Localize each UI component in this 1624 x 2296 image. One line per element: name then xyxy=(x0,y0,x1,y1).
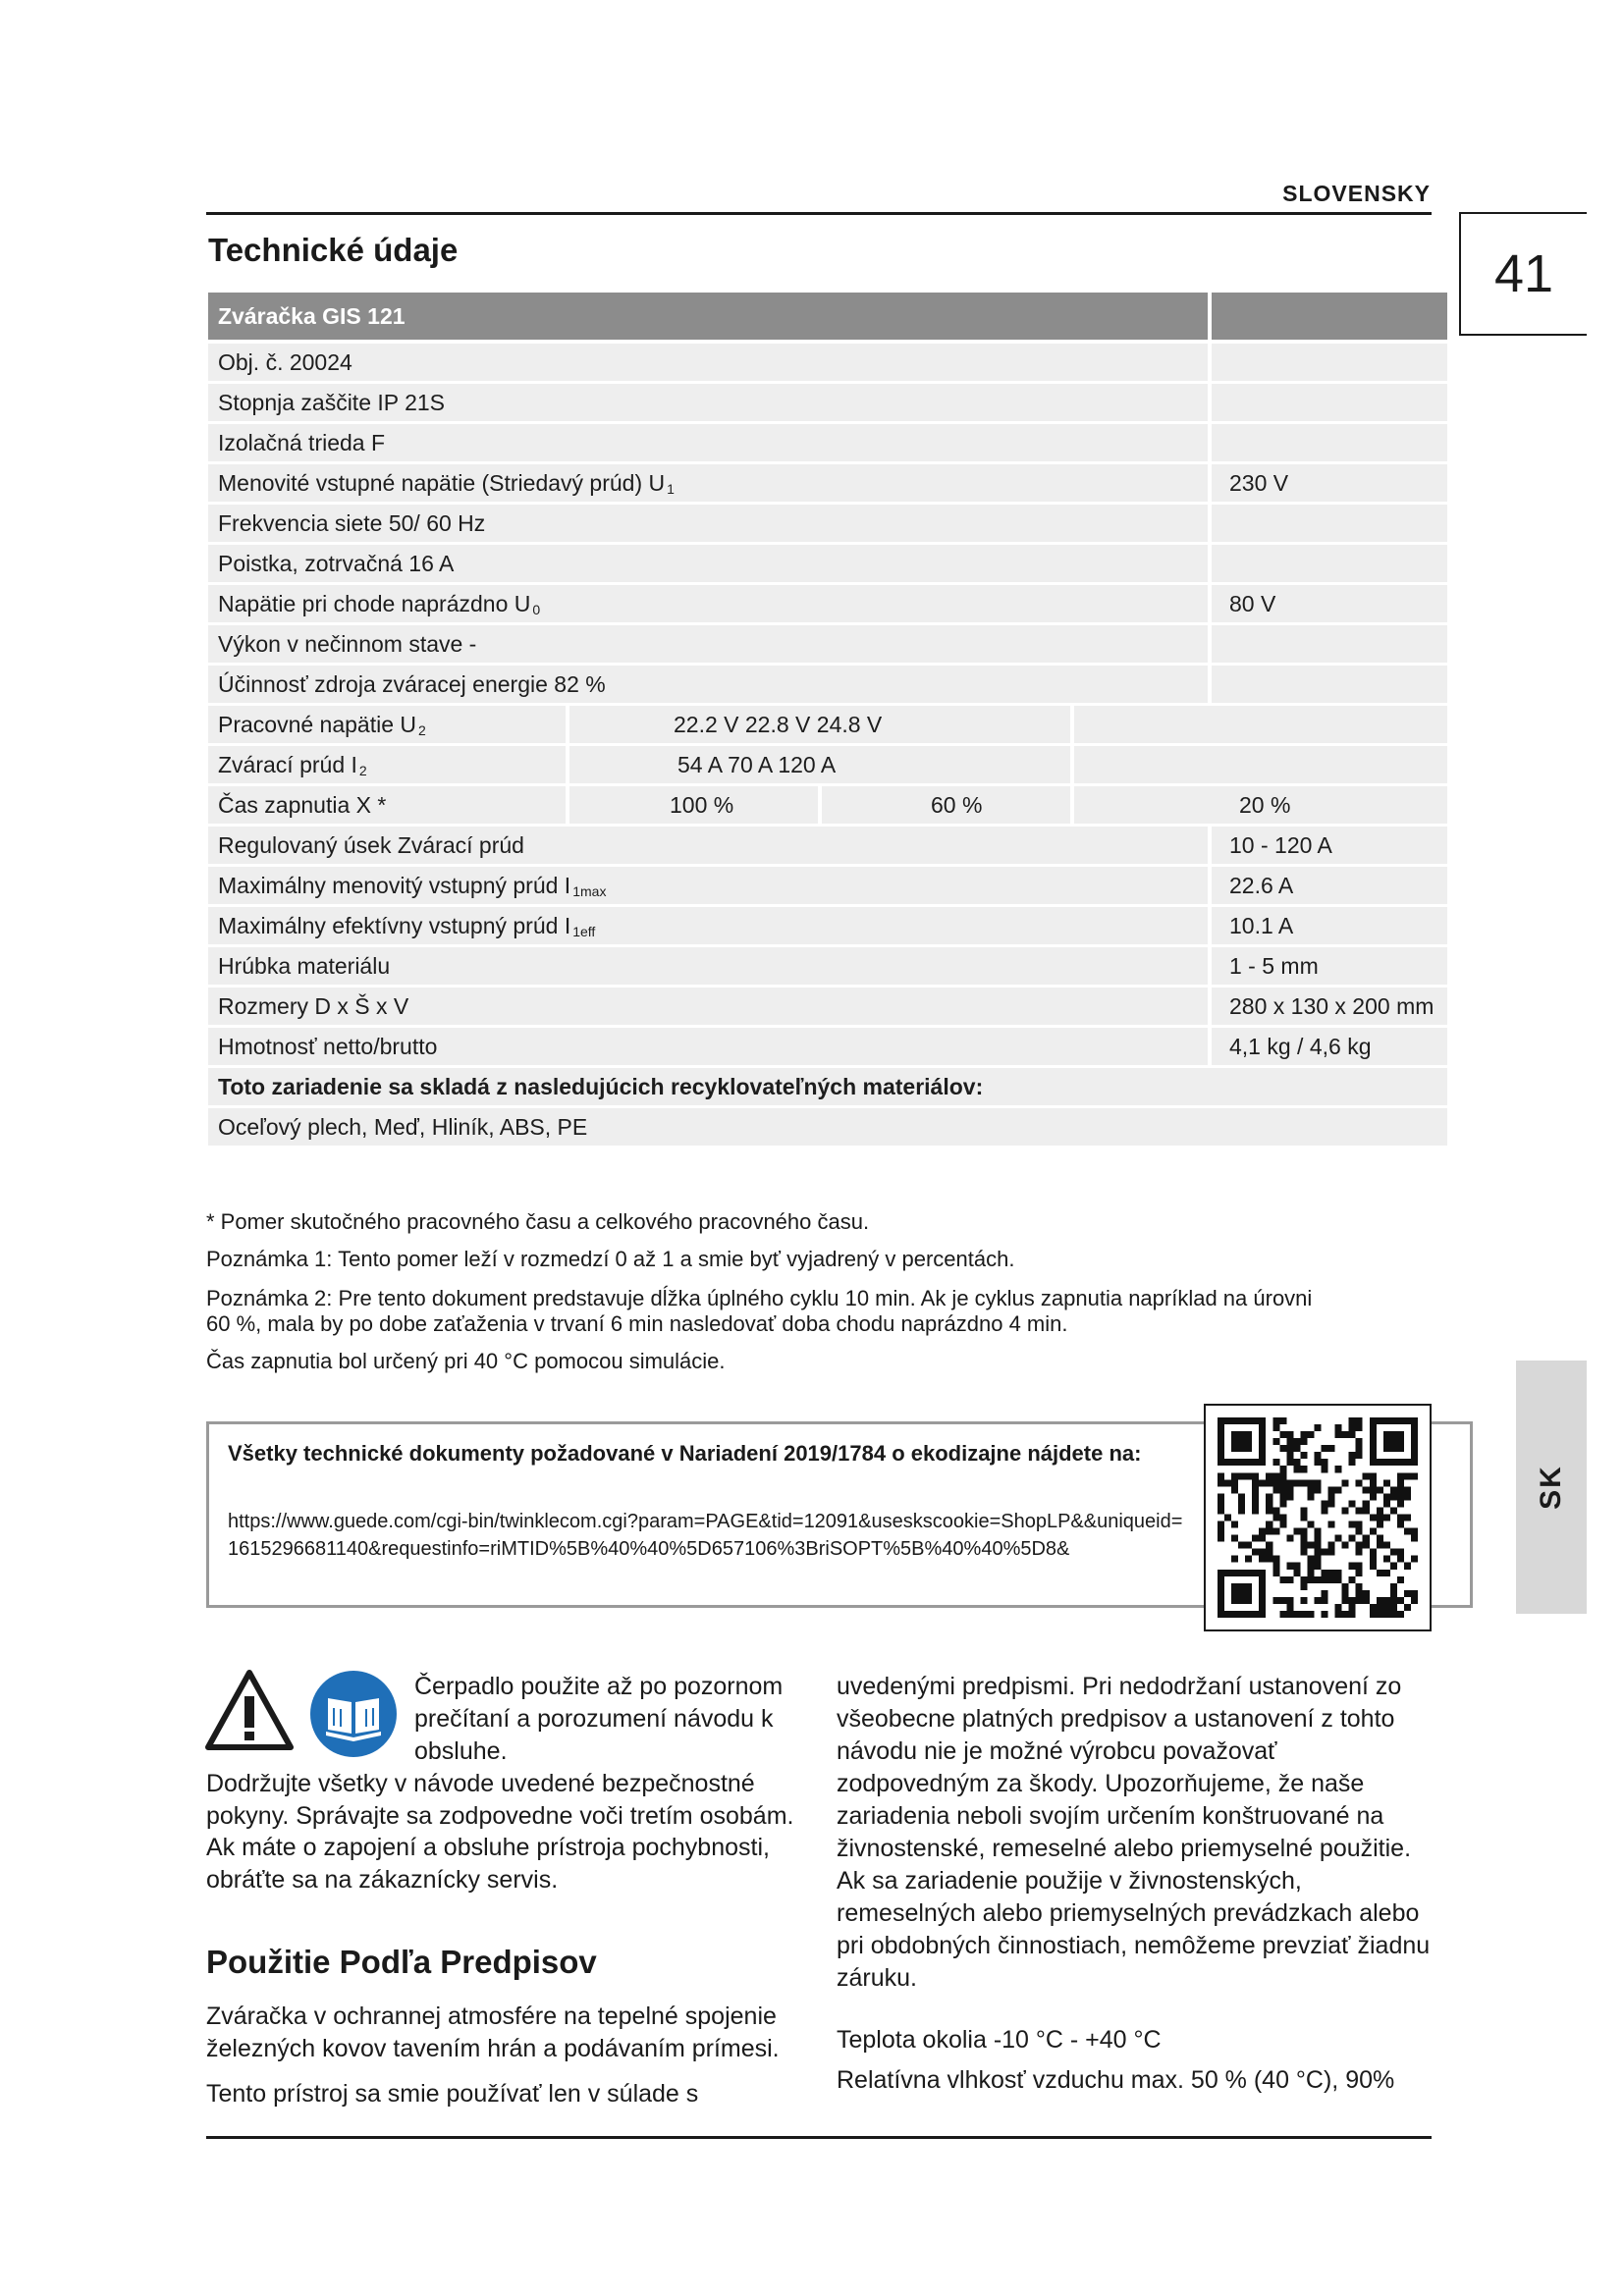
spec-subscript: 2 xyxy=(358,763,367,778)
footer-rule xyxy=(206,2136,1432,2139)
spec-row xyxy=(208,1028,1447,1065)
duty-cycle-60: 60 % xyxy=(931,791,983,818)
safety-text-service: Ak máte o zapojení a obsluhe prístroja pochybnosti, obráťte sa na zákaznícky servis. xyxy=(206,1834,770,1894)
spec-row xyxy=(208,545,1447,582)
spec-subscript: 2 xyxy=(418,722,426,738)
spec-value: 80 V xyxy=(1229,590,1276,616)
spec-subscript: 1max xyxy=(572,883,607,899)
spec-label: Izolačná trieda F xyxy=(218,429,386,455)
usage-title: Použitie Podľa Predpisov xyxy=(206,1944,597,1980)
spec-label: Pracovné napätie U xyxy=(218,711,417,737)
note-asterisk: * Pomer skutočného pracovného času a celkového pracovného času. xyxy=(206,1209,870,1234)
relative-humidity: Relatívna vlhkosť vzduchu max. 50 % (40 °C), 90% xyxy=(837,2066,1395,2094)
spec-row xyxy=(208,505,1447,542)
language-side-tab xyxy=(1516,1361,1587,1614)
spec-row xyxy=(208,947,1447,985)
spec-label: Účinnosť zdroja zváracej energie 82 % xyxy=(218,670,606,697)
usage-paragraph-1: Zváračka v ochrannej atmosfére na tepelné spojenie železných kovov tavením hrán a podávaním prímesi. xyxy=(206,2002,780,2062)
duty-cycle-20: 20 % xyxy=(1239,791,1291,818)
section-title: Technické údaje xyxy=(208,232,459,268)
spec-row xyxy=(208,424,1447,461)
spec-label: Zvárací prúd I xyxy=(218,751,357,777)
spec-label: Výkon v nečinnom stave - xyxy=(218,630,477,657)
spec-row xyxy=(208,384,1447,421)
spec-label: Rozmery D x Š x V xyxy=(218,992,409,1019)
safety-text-intro: Čerpadlo použite až po pozornom prečítaní a porozumení návodu k obsluhe. xyxy=(414,1673,784,1765)
spec-row xyxy=(208,988,1447,1025)
spec-value: 230 V xyxy=(1229,469,1289,496)
spec-label: Čas zapnutia X * xyxy=(218,791,387,818)
spec-label: Obj. č. 20024 xyxy=(218,348,352,375)
recycle-materials: Oceľový plech, Meď, Hliník, ABS, PE xyxy=(218,1113,588,1140)
spec-row-duty-cycle xyxy=(208,786,1447,824)
spec-row-welding-current xyxy=(208,746,1447,783)
spec-label: Maximálny menovitý vstupný prúd I xyxy=(218,872,571,898)
warning-triangle-icon xyxy=(204,1669,295,1756)
note-2-line1: Poznámka 2: Pre tento dokument predstavuje dĺžka úplného cyklu 10 min. Ak je cyklus zapnutia napríklad na úrovni xyxy=(206,1286,1313,1310)
spec-value: 22.6 A xyxy=(1229,872,1294,898)
qr-code[interactable] xyxy=(1204,1404,1432,1631)
ecodesign-heading: Všetky technické dokumenty požadované v Nariadení 2019/1784 o ekodizajne nájdete na: xyxy=(228,1441,1142,1466)
spec-row xyxy=(208,867,1447,904)
spec-table-header xyxy=(208,293,1447,340)
duty-cycle-100: 100 % xyxy=(670,791,734,818)
recycle-heading: Toto zariadenie sa skladá z nasledujúcich recyklovateľných materiálov: xyxy=(218,1073,984,1099)
language-label: SLOVENSKY xyxy=(1282,181,1431,206)
page-number: 41 xyxy=(1459,212,1587,336)
spec-row xyxy=(208,344,1447,381)
spec-subscript: 0 xyxy=(532,602,541,617)
spec-subscript: 1eff xyxy=(572,924,596,939)
spec-label: Frekvencia siete 50/ 60 Hz xyxy=(218,509,486,536)
spec-row-recycle-heading xyxy=(208,1068,1447,1105)
read-manual-icon xyxy=(308,1669,399,1764)
spec-row-recycle-materials xyxy=(208,1108,1447,1146)
side-tab-label: SK xyxy=(1535,1465,1567,1510)
usage-paragraph-right: uvedenými predpismi. Pri nedodržaní ustanovení zo všeobecne platných predpisov a ustanovení z tohto návodu nie je možné výrobcu považovať zodpovedným za škody. Upozorňujeme, že naše zariadenia neboli svojím určením konštruované na živnostenské, remeselné alebo priemyselné použitie. Ak sa zariadenie použije v živnostenských, remeselných alebo priemyselných prevádzkach alebo pri obdobných činnostiach, nemôžeme prevziať žiadnu záruku. xyxy=(837,1673,1431,1992)
spec-label: Hrúbka materiálu xyxy=(218,952,391,979)
spec-label: Napätie pri chode naprázdno U xyxy=(218,590,531,616)
spec-value: 4,1 kg / 4,6 kg xyxy=(1229,1033,1372,1059)
spec-row-working-voltage xyxy=(208,706,1447,743)
spec-row xyxy=(208,827,1447,864)
spec-value: 54 A 70 A 120 A xyxy=(677,751,837,777)
note-1: Poznámka 1: Tento pomer leží v rozmedzí 0 až 1 a smie byť vyjadrený v percentách. xyxy=(206,1247,1015,1271)
spec-row xyxy=(208,625,1447,663)
spec-value: 22.2 V 22.8 V 24.8 V xyxy=(674,711,883,737)
safety-text-instructions: Dodržujte všetky v návode uvedené bezpečnostné pokyny. Správajte sa zodpovedne voči tretím osobám. xyxy=(206,1770,794,1830)
qr-code-graphic xyxy=(1218,1417,1418,1618)
spec-label: Poistka, zotrvačná 16 A xyxy=(218,550,455,576)
spec-row xyxy=(208,907,1447,944)
spec-value: 10 - 120 A xyxy=(1229,831,1332,858)
spec-row xyxy=(208,585,1447,622)
usage-paragraph-2: Tento prístroj sa smie používať len v súlade s xyxy=(206,2080,699,2108)
spec-label: Maximálny efektívny vstupný prúd I xyxy=(218,912,571,938)
spec-value: 10.1 A xyxy=(1229,912,1294,938)
spec-value: 280 x 130 x 200 mm xyxy=(1229,992,1435,1019)
spec-row xyxy=(208,464,1447,502)
spec-label: Regulovaný úsek Zvárací prúd xyxy=(218,831,524,858)
spec-table xyxy=(208,293,1447,1148)
spec-table-title: Zváračka GIS 121 xyxy=(218,302,406,329)
ecodesign-url[interactable]: https://www.guede.com/cgi-bin/twinklecom.cgi?param=PAGE&tid=12091&useskscookie=ShopLP&&uniqueid=1615296681140&requestinfo=riMTID%5B%40%40%5D657106%3BriSOPT%5B%40%40%5D8& xyxy=(228,1511,1183,1560)
ambient-temperature: Teplota okolia -10 °C - +40 °C xyxy=(837,2026,1162,2054)
spec-row xyxy=(208,666,1447,703)
note-2-line2: 60 %, mala by po dobe zaťaženia v trvaní 6 min nasledovať doba chodu naprázdno 4 min. xyxy=(206,1311,1068,1336)
spec-label: Stopnja zaščite IP 21S xyxy=(218,389,445,415)
spec-value: 1 - 5 mm xyxy=(1229,952,1319,979)
spec-label: Hmotnosť netto/brutto xyxy=(218,1033,438,1059)
note-temperature: Čas zapnutia bol určený pri 40 °C pomocou simulácie. xyxy=(206,1349,726,1373)
header-rule xyxy=(206,212,1432,215)
spec-label: Menovité vstupné napätie (Striedavý prúd) U xyxy=(218,469,666,496)
spec-subscript: 1 xyxy=(667,481,675,497)
